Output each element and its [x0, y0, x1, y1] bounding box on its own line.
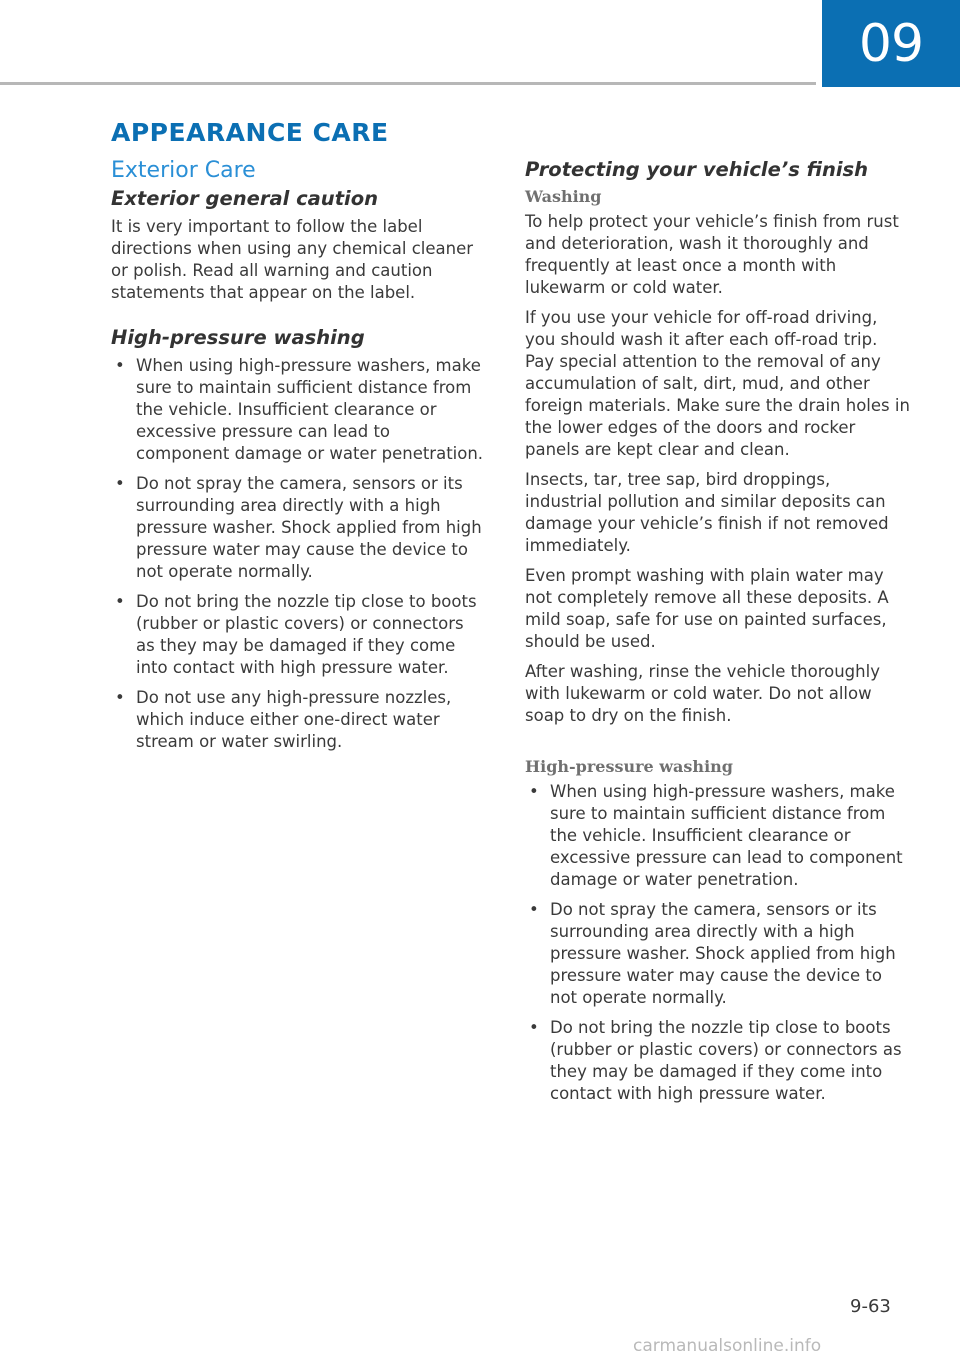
washing-paragraph: If you use your vehicle for off-road driving, you should wash it after each off-road trip. Pay special attention to the removal of any accumulation of salt, dirt, mud, and other foreign materials. Make sure the drain holes in the lower edges of the doors and rocker panels are kept clear and clean.	[525, 308, 910, 459]
washing-heading: Washing	[525, 187, 602, 206]
page-number: 9-63	[850, 1296, 891, 1317]
washing-paragraph: Insects, tar, tree sap, bird droppings, industrial pollution and similar deposits can damage your vehicle’s finish if not removed immediately.	[525, 470, 889, 555]
list-item: • Do not use any high-pressure nozzles, which induce either one-direct water stream or water swirling.	[111, 687, 486, 753]
high-pressure-list-right	[525, 781, 910, 1105]
header-rule	[0, 82, 816, 85]
list-item: • Do not spray the camera, sensors or its surrounding area directly with a high pressure washer. Shock applied from high pressure water may cause the device to not operate normally.	[525, 899, 910, 1009]
high-pressure-heading-right: High-pressure washing	[525, 757, 733, 776]
high-pressure-list-left	[111, 355, 486, 753]
watermark: carmanualsonline.info	[633, 1336, 822, 1356]
right-column	[525, 158, 910, 1113]
washing-paragraph: Even prompt washing with plain water may not completely remove all these deposits. A mild soap, safe for use on painted surfaces, should be used.	[525, 566, 889, 651]
left-column	[111, 158, 486, 761]
list-item: • Do not spray the camera, sensors or its surrounding area directly with a high pressure washer. Shock applied from high pressure water may cause the device to not operate normally.	[111, 473, 486, 583]
protecting-finish-heading: Protecting your vehicle’s finish	[525, 158, 869, 181]
list-item: • Do not bring the nozzle tip close to boots (rubber or plastic covers) or connectors as they may be damaged if they come into contact with high pressure water.	[525, 1017, 910, 1105]
list-item: • Do not bring the nozzle tip close to boots (rubber or plastic covers) or connectors as they may be damaged if they come into contact with high pressure water.	[111, 591, 486, 679]
high-pressure-heading-left: High-pressure washing	[111, 326, 365, 349]
list-item: • When using high-pressure washers, make sure to maintain sufficient distance from the vehicle. Insufficient clearance or excessive pressure can lead to component damage or water penetration.	[111, 355, 486, 465]
section-title: APPEARANCE CARE	[111, 118, 389, 147]
general-caution-text: It is very important to follow the label directions when using any chemical cleaner or polish. Read all warning and caution statements that appear on the label.	[111, 217, 474, 302]
exterior-care-subtitle: Exterior Care	[111, 158, 256, 183]
general-caution-heading: Exterior general caution	[111, 187, 378, 210]
chapter-number: 09	[858, 13, 924, 74]
washing-paragraph: After washing, rinse the vehicle thoroughly with lukewarm or cold water. Do not allow soap to dry on the finish.	[525, 662, 880, 725]
chapter-tab	[822, 0, 960, 87]
washing-paragraph: To help protect your vehicle’s finish from rust and deterioration, wash it thoroughly and frequently at least once a month with lukewarm or cold water.	[525, 212, 899, 297]
list-item: • When using high-pressure washers, make sure to maintain sufficient distance from the vehicle. Insufficient clearance or excessive pressure can lead to component damage or water penetration.	[525, 781, 910, 891]
